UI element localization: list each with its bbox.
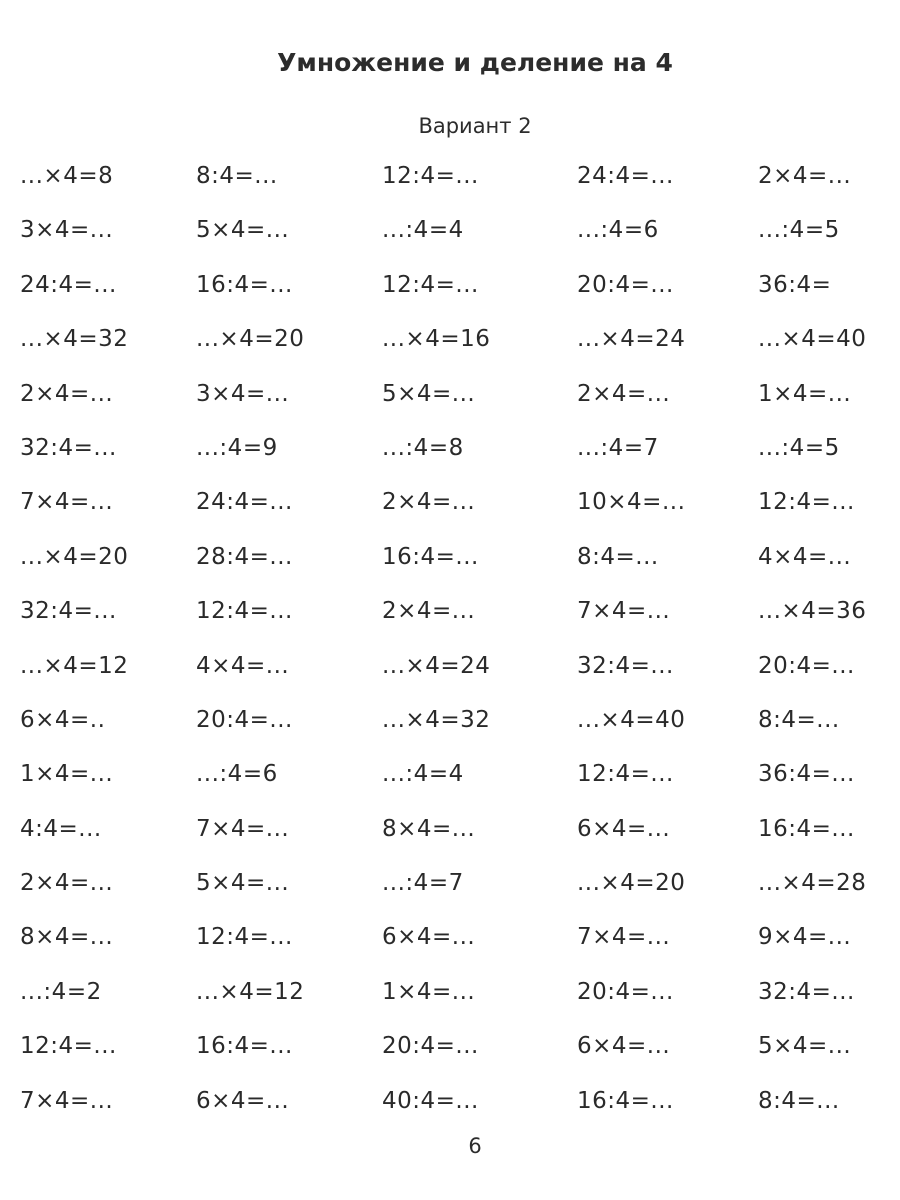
exercise-row <box>20 544 900 598</box>
exercise-item: 28:4=... <box>196 543 293 570</box>
exercise-item: 7×4=... <box>196 815 290 842</box>
exercise-item: 9×4=... <box>758 924 852 951</box>
exercise-item: 5×4=... <box>382 380 476 407</box>
exercise-item: 4×4=... <box>196 652 290 679</box>
exercise-row <box>20 979 900 1033</box>
exercise-item: 24:4=... <box>196 489 293 516</box>
page-number: 6 <box>468 1134 482 1158</box>
exercise-item: 8×4=... <box>382 815 476 842</box>
exercise-item: 16:4=... <box>577 1087 674 1114</box>
exercise-item: 5×4=... <box>758 1033 852 1060</box>
exercise-row <box>20 598 900 652</box>
exercise-item: ...:4=2 <box>20 978 102 1005</box>
exercise-item: ...×4=20 <box>196 326 305 353</box>
exercise-item: 36:4= <box>758 271 832 298</box>
exercise-item: 20:4=... <box>577 271 674 298</box>
exercise-item: 8×4=... <box>20 924 114 951</box>
exercise-item: ...:4=5 <box>758 434 840 461</box>
variant-label: Вариант 2 <box>418 114 532 138</box>
exercise-row <box>20 326 900 380</box>
exercise-item: 6×4=... <box>577 815 671 842</box>
exercise-row <box>20 435 900 489</box>
exercise-item: 12:4=... <box>577 761 674 788</box>
exercise-item: ...×4=24 <box>577 326 686 353</box>
exercise-item: ...:4=7 <box>382 870 464 897</box>
exercise-item: 8:4=... <box>758 1087 840 1114</box>
exercise-item: 20:4=... <box>196 706 293 733</box>
exercise-item: 20:4=... <box>758 652 855 679</box>
exercise-item: ...×4=8 <box>20 163 114 189</box>
exercise-item: 7×4=... <box>577 924 671 951</box>
exercise-row <box>20 381 900 435</box>
exercise-row <box>20 816 900 870</box>
exercise-row <box>20 1033 900 1087</box>
exercise-row <box>20 707 900 761</box>
exercise-item: 1×4=... <box>382 978 476 1005</box>
exercise-item: 2×4=... <box>382 598 476 625</box>
exercise-item: 7×4=... <box>20 489 114 516</box>
exercise-item: 32:4=... <box>758 978 855 1005</box>
exercise-item: 16:4=... <box>382 543 479 570</box>
exercise-item: 20:4=... <box>577 978 674 1005</box>
exercise-item: 2×4=... <box>20 870 114 897</box>
exercise-item: 6×4=... <box>382 924 476 951</box>
exercise-item: 4×4=... <box>758 543 852 570</box>
exercise-item: 20:4=... <box>382 1033 479 1060</box>
exercise-row <box>20 489 900 543</box>
exercise-item: 10×4=... <box>577 489 686 516</box>
exercise-item: 12:4=... <box>382 271 479 298</box>
exercise-item: ...×4=40 <box>577 706 686 733</box>
exercise-item: 12:4=... <box>196 598 293 625</box>
exercise-item: 8:4=... <box>577 543 659 570</box>
exercise-item: ...:4=6 <box>577 217 659 244</box>
exercise-item: ...×4=20 <box>20 543 129 570</box>
exercise-item: 12:4=... <box>758 489 855 516</box>
exercise-item: 8:4=... <box>196 163 278 189</box>
exercise-item: 24:4=... <box>577 163 674 189</box>
exercise-item: 24:4=... <box>20 271 117 298</box>
exercise-item: 16:4=... <box>758 815 855 842</box>
exercise-item: ...:4=7 <box>577 434 659 461</box>
exercise-item: 7×4=... <box>20 1087 114 1114</box>
exercise-item: 2×4=... <box>20 380 114 407</box>
exercise-item: 6×4=.. <box>20 706 106 733</box>
exercise-item: 16:4=... <box>196 271 293 298</box>
exercise-row <box>20 217 900 271</box>
exercise-item: 6×4=... <box>577 1033 671 1060</box>
exercise-row <box>20 870 900 924</box>
exercise-item: ...:4=8 <box>382 434 464 461</box>
exercise-grid <box>20 163 900 1142</box>
exercise-item: 32:4=... <box>20 434 117 461</box>
exercise-item: 32:4=... <box>20 598 117 625</box>
exercise-item: 12:4=... <box>20 1033 117 1060</box>
exercise-item: 5×4=... <box>196 217 290 244</box>
exercise-item: 5×4=... <box>196 870 290 897</box>
exercise-item: 3×4=... <box>196 380 290 407</box>
exercise-item: ...:4=4 <box>382 761 464 788</box>
exercise-item: 12:4=... <box>196 924 293 951</box>
exercise-item: 7×4=... <box>577 598 671 625</box>
exercise-row <box>20 761 900 815</box>
exercise-item: 2×4=... <box>758 163 852 189</box>
exercise-item: 1×4=... <box>758 380 852 407</box>
exercise-item: ...:4=9 <box>196 434 278 461</box>
page-title: Умножение и деление на 4 <box>277 48 673 77</box>
exercise-row <box>20 163 900 217</box>
exercise-item: ...×4=16 <box>382 326 491 353</box>
exercise-item: ...×4=28 <box>758 870 867 897</box>
exercise-item: 12:4=... <box>382 163 479 189</box>
exercise-item: 32:4=... <box>577 652 674 679</box>
exercise-item: 16:4=... <box>196 1033 293 1060</box>
exercise-item: 2×4=... <box>382 489 476 516</box>
exercise-row <box>20 653 900 707</box>
exercise-row <box>20 924 900 978</box>
exercise-item: 3×4=... <box>20 217 114 244</box>
exercise-item: 40:4=... <box>382 1087 479 1114</box>
exercise-item: ...:4=5 <box>758 217 840 244</box>
exercise-item: 36:4=... <box>758 761 855 788</box>
exercise-item: ...×4=32 <box>382 706 491 733</box>
exercise-item: ...:4=4 <box>382 217 464 244</box>
exercise-item: ...×4=24 <box>382 652 491 679</box>
exercise-item: ...×4=12 <box>196 978 305 1005</box>
exercise-item: ...×4=20 <box>577 870 686 897</box>
exercise-item: 8:4=... <box>758 706 840 733</box>
exercise-item: 4:4=... <box>20 815 102 842</box>
exercise-item: ...:4=6 <box>196 761 278 788</box>
exercise-item: 1×4=... <box>20 761 114 788</box>
exercise-item: ...×4=36 <box>758 598 867 625</box>
exercise-item: 6×4=... <box>196 1087 290 1114</box>
exercise-item: ...×4=40 <box>758 326 867 353</box>
exercise-item: ...×4=32 <box>20 326 129 353</box>
exercise-row <box>20 272 900 326</box>
exercise-item: ...×4=12 <box>20 652 129 679</box>
exercise-item: 2×4=... <box>577 380 671 407</box>
